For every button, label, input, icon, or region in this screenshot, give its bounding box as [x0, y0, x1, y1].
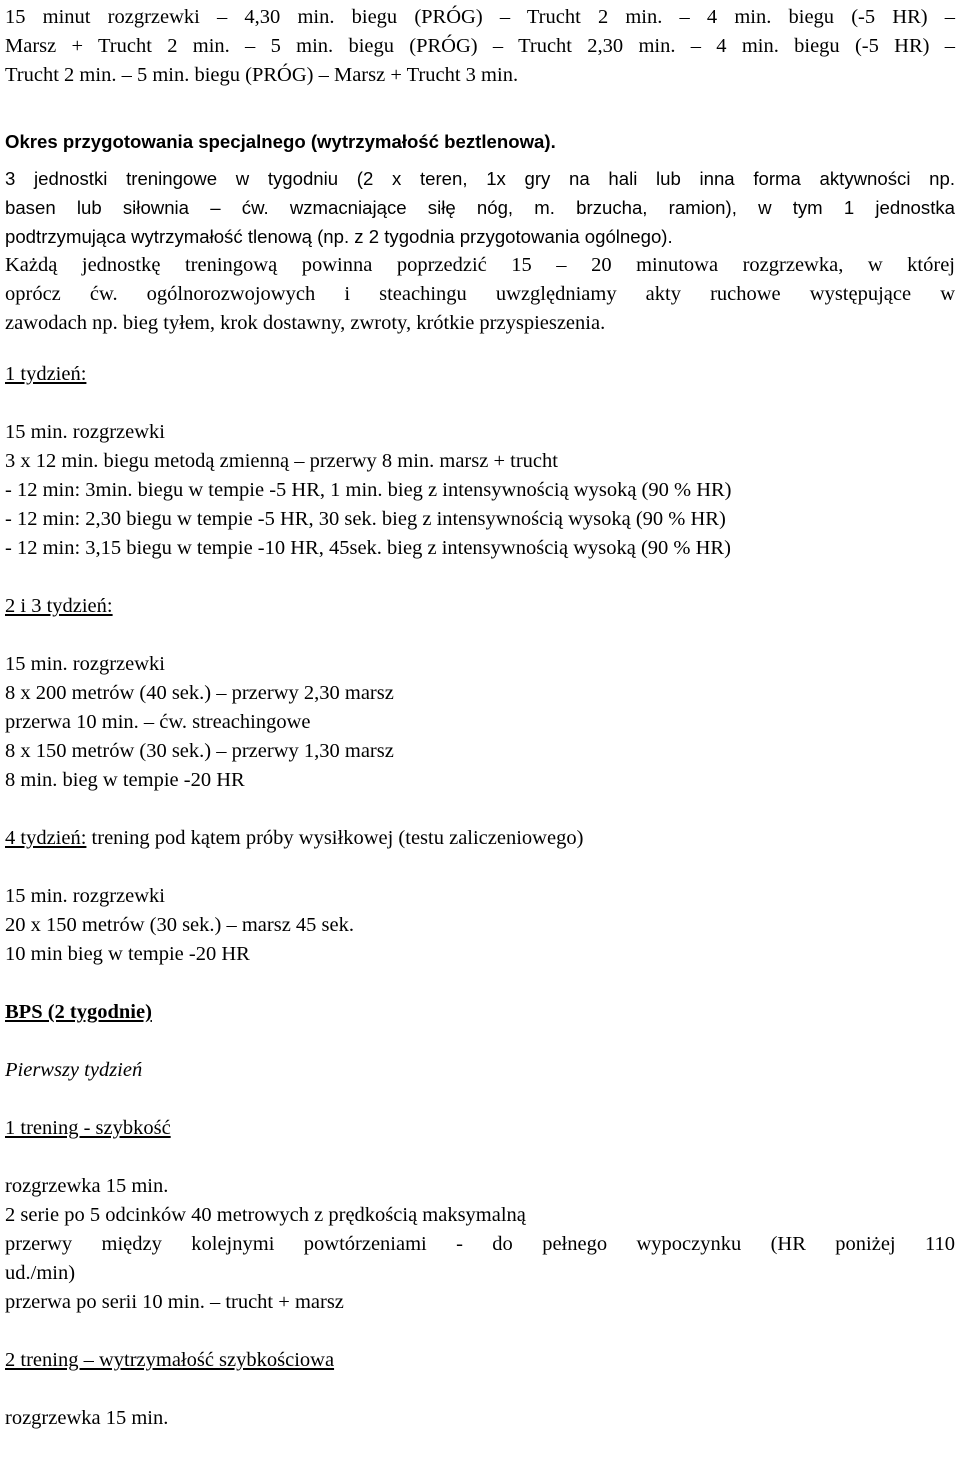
text-line: 10 min bieg w tempie -20 HR — [5, 943, 250, 965]
section-heading: Okres przygotowania specjalnego (wytrzymałość beztlenowa). — [5, 131, 556, 152]
week-heading: 2 i 3 tydzień: — [5, 595, 113, 617]
text-line: - 12 min: 3min. biegu w tempie -5 HR, 1 min. bieg z intensywnością wysoką (90 % HR) — [5, 479, 732, 501]
week-heading-rest: trening pod kątem próby wysiłkowej (testu zaliczeniowego) — [86, 827, 584, 849]
week-heading: 4 tydzień: — [5, 827, 87, 849]
first-week-heading: Pierwszy tydzień — [5, 1059, 143, 1081]
special-period-section — [5, 127, 955, 338]
week23-section — [5, 563, 955, 795]
text-line: Każdą jednostkę treningową powinna poprzedzić 15 – 20 minutowa rozgrzewka, w której — [5, 254, 955, 276]
text-line: - 12 min: 3,15 biegu w tempie -10 HR, 45sek. bieg z intensywnością wysoką (90 % HR) — [5, 537, 731, 559]
text-line: - 12 min: 2,30 biegu w tempie -5 HR, 30 sek. bieg z intensywnością wysoką (90 % HR) — [5, 508, 726, 530]
text-line: oprócz ćw. ogólnorozwojowych i steachingu uwzględniamy akty ruchowe występujące w — [5, 283, 955, 305]
text-line: przerwa po serii 10 min. – trucht + marsz — [5, 1291, 344, 1313]
text-line: 8 x 150 metrów (30 sek.) – przerwy 1,30 marsz — [5, 740, 394, 762]
text-line: Marsz + Trucht 2 min. – 5 min. biegu (PRÓG) – Trucht 2,30 min. – 4 min. biegu (-5 HR) – — [5, 35, 955, 57]
text-line: Trucht 2 min. – 5 min. biegu (PRÓG) – Marsz + Trucht 3 min. — [5, 64, 519, 86]
week-heading: 1 tydzień: — [5, 363, 87, 385]
text-line: 20 x 150 metrów (30 sek.) – marsz 45 sek. — [5, 914, 355, 936]
text-line: zawodach np. bieg tyłem, krok dostawny, zwroty, krótkie przyspieszenia. — [5, 312, 606, 334]
text-line: 3 jednostki treningowe w tygodniu (2 x teren, 1x gry na hali lub inna forma aktywności np. — [5, 168, 955, 189]
text-line: podtrzymująca wytrzymałość tlenową (np. z 2 tygodnia przygotowania ogólnego). — [5, 226, 673, 247]
text-line: rozgrzewka 15 min. — [5, 1175, 169, 1197]
text-line: przerwa 10 min. – ćw. streachingowe — [5, 711, 311, 733]
intro-block — [5, 3, 955, 90]
training1-heading: 1 trening - szybkość — [5, 1117, 171, 1139]
text-line: 8 min. bieg w tempie -20 HR — [5, 769, 245, 791]
week4-section — [5, 795, 955, 969]
text-line: 15 minut rozgrzewki – 4,30 min. biegu (PRÓG) – Trucht 2 min. – 4 min. biegu (-5 HR) – — [5, 6, 955, 28]
text-line: 8 x 200 metrów (40 sek.) – przerwy 2,30 marsz — [5, 682, 394, 704]
text-line: 15 min. rozgrzewki — [5, 885, 165, 907]
text-line: 3 x 12 min. biegu metodą zmienną – przerwy 8 min. marsz + trucht — [5, 450, 558, 472]
bps-heading: BPS (2 tygodnie) — [5, 1001, 152, 1023]
training2-heading: 2 trening – wytrzymałość szybkościowa — [5, 1349, 335, 1371]
text-line: basen lub siłownia – ćw. wzmacniające siłę nóg, m. brzucha, ramion), w tym 1 jednostka — [5, 197, 955, 218]
week1-section — [5, 360, 955, 563]
text-line: 15 min. rozgrzewki — [5, 653, 165, 675]
document-page — [5, 0, 955, 1433]
bps-section — [5, 969, 955, 1433]
text-line: 2 serie po 5 odcinków 40 metrowych z prędkością maksymalną — [5, 1204, 526, 1226]
text-line: 15 min. rozgrzewki — [5, 421, 165, 443]
text-line: ud./min) — [5, 1262, 76, 1284]
text-line: rozgrzewka 15 min. — [5, 1407, 169, 1429]
week4-heading-line — [5, 824, 955, 853]
text-line: przerwy między kolejnymi powtórzeniami - do pełnego wypoczynku (HR poniżej 110 — [5, 1233, 955, 1255]
